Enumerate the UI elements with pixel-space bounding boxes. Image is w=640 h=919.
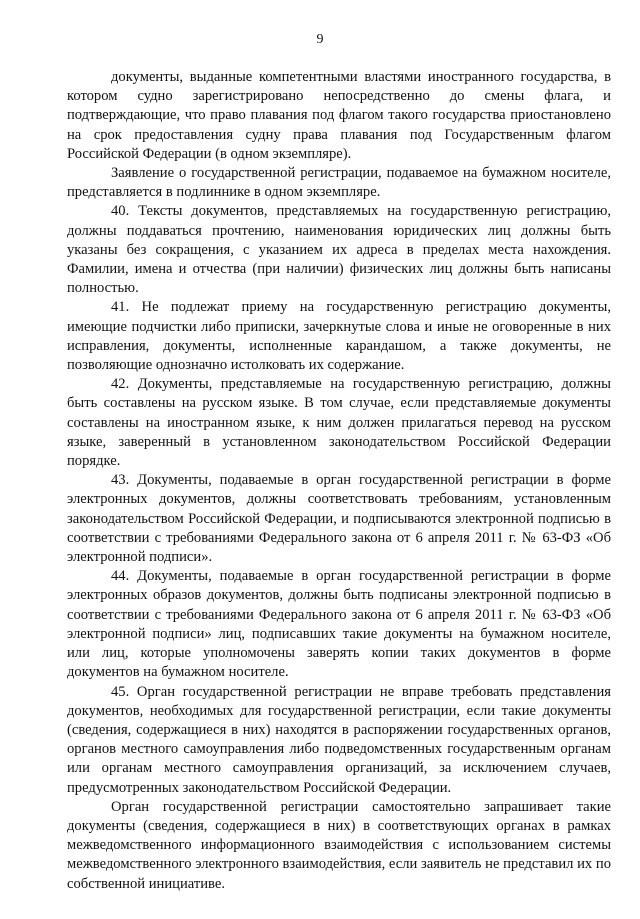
paragraph-44: 44. Документы, подаваемые в орган государственной регистрации в форме электронных образов документов, должны быть подписаны электронной подписью в соответствии с требованиями Федерального закона от 6 апреля 2011 г. № 63-ФЗ «Об электронной подписи» лиц, подписавших такие документы на бумажном носителе, или лиц, которые уполномочены заверять копии таких документов в форме документов на бумажном носителе. xyxy=(67,568,611,681)
paragraph-43: 43. Документы, подаваемые в орган государственной регистрации в форме электронных документов, должны соответствовать требованиям, установленным законодательством Российской Федерации, и подписываются электронной подписью в соответствии с требованиями Федерального закона от 6 апреля 2011 г. № 63-ФЗ «Об электронной подписи». xyxy=(67,472,611,566)
paragraph-42: 42. Документы, представляемые на государственную регистрацию, должны быть составлены на русском языке. В том случае, если представляемые документы составлены на иностранном языке, к ним должен прилагаться перевод на русском языке, заверенный в установленном законодательством Российской Федерации порядке. xyxy=(67,376,611,470)
paragraph-40: 40. Тексты документов, представляемых на государственную регистрацию, должны поддаваться прочтению, наименования юридических лиц должны быть указаны без сокращения, с указанием их адреса в пределах места нахождения. Фамилии, имена и отчества (при наличии) физических лиц должны быть написаны полностью. xyxy=(67,203,611,297)
paragraph-45-continued: Орган государственной регистрации самостоятельно запрашивает такие документы (сведения, содержащиеся в них) в соответствующих органах в рамках межведомственного информационного взаимодействия с использованием системы межведомственного электронного взаимодействия, если заявитель не представил их по собственной инициативе. xyxy=(67,798,611,892)
paragraph-45: 45. Орган государственной регистрации не вправе требовать представления документов, необходимых для государственной регистрации, если такие документы (сведения, содержащиеся в них) находятся в распоряжении государственных органов, органов местного самоуправления либо подведомственных государственным органам или органам местного самоуправления организаций, за исключением случаев, предусмотренных законодательством Российской Федерации. xyxy=(67,683,611,796)
paragraph-continued: документы, выданные компетентными властями иностранного государства, в котором судно зарегистрировано непосредственно до смены флага, и подтверждающие, что право плавания под флагом такого государства приостановлено на срок предоставления судну права плавания под Государственным флагом Российской Федерации (в одном экземпляре). xyxy=(67,69,611,162)
paragraph-41: 41. Не подлежат приему на государственную регистрацию документы, имеющие подчистки либо приписки, зачеркнутые слова и иные не оговоренные в них исправления, документы, исполненные карандашом, а также документы, не позволяющие однозначно истолковать их содержание. xyxy=(67,299,611,374)
document-body xyxy=(67,68,611,894)
page-number: 9 xyxy=(316,32,324,47)
paragraph-application-original: Заявление о государственной регистрации, подаваемое на бумажном носителе, представляется в подлиннике в одном экземпляре. xyxy=(67,165,611,201)
